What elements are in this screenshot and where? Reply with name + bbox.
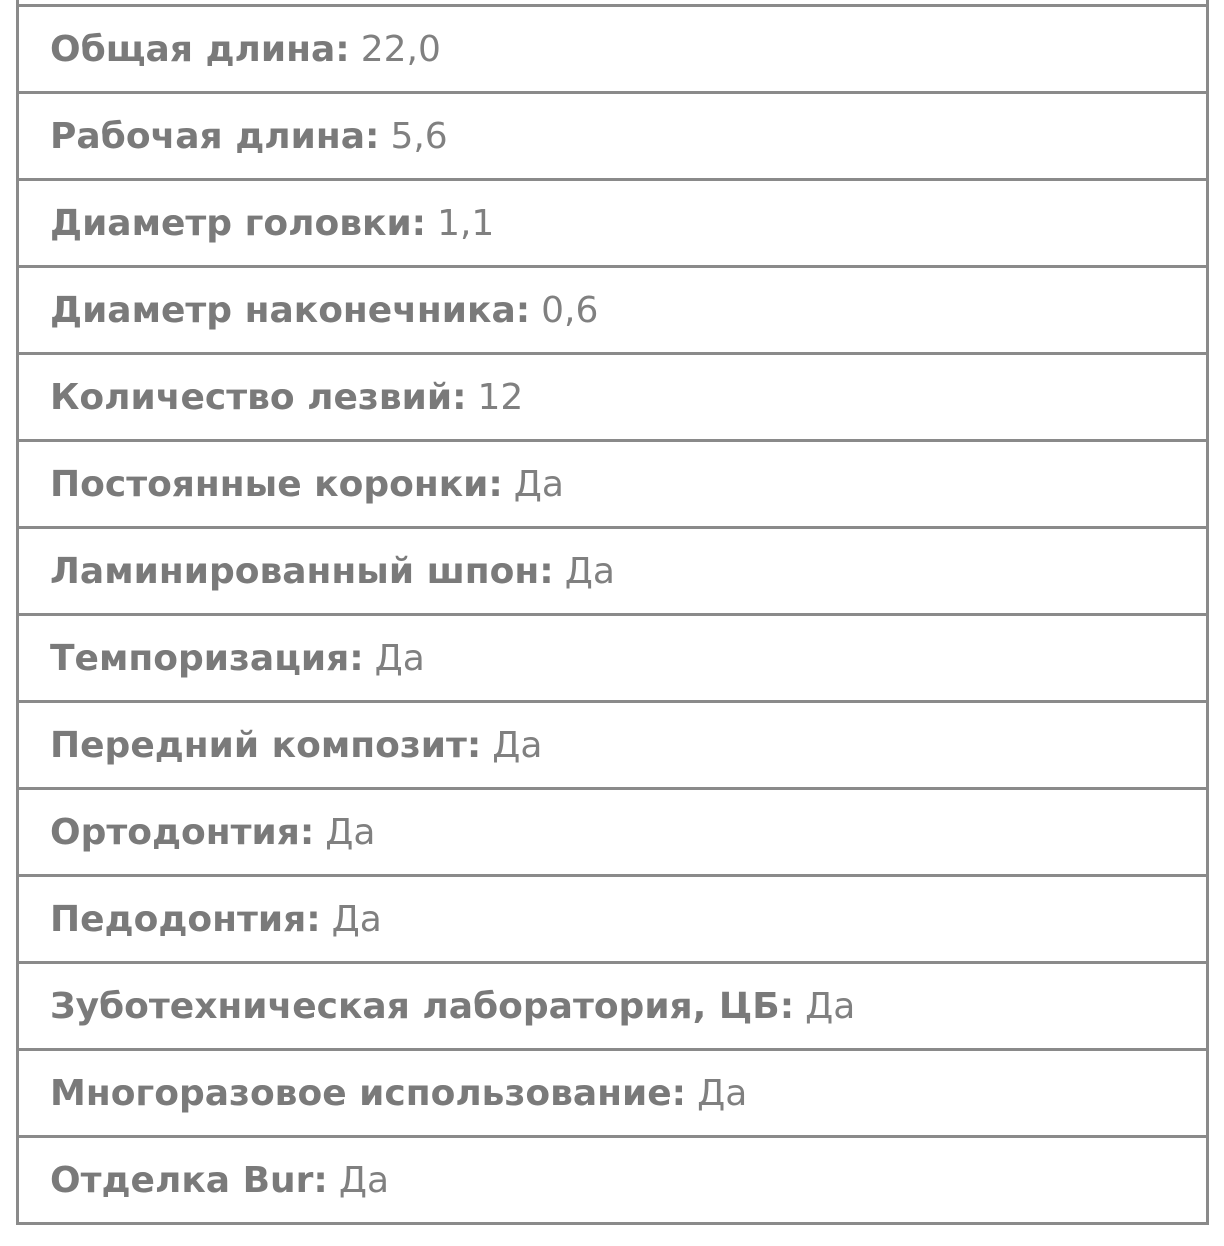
- spec-row-temporization: [19, 616, 1206, 703]
- spec-value: 22,0: [360, 28, 441, 70]
- spec-value: Да: [564, 550, 615, 592]
- spec-row-head-diameter: [19, 181, 1206, 268]
- spec-row-dental-lab: [19, 964, 1206, 1051]
- spec-row-permanent-crowns: [19, 442, 1206, 529]
- spec-value: 5,6: [390, 115, 448, 157]
- spec-value: Да: [338, 1159, 389, 1201]
- spec-value: Да: [513, 463, 564, 505]
- spec-row-bur-finish: [19, 1138, 1206, 1225]
- spec-label: Темпоризация:: [50, 637, 364, 679]
- spec-row-laminated-veneer: [19, 529, 1206, 616]
- spec-label: Педодонтия:: [50, 898, 321, 940]
- spec-value: Да: [325, 811, 376, 853]
- spec-label: Ламинированный шпон:: [50, 550, 554, 592]
- spec-value: 1,1: [437, 202, 495, 244]
- spec-row-reusable: [19, 1051, 1206, 1138]
- spec-label: Диаметр головки:: [50, 202, 427, 244]
- spec-row-partial: [19, 0, 1206, 7]
- spec-label: Постоянные коронки:: [50, 463, 503, 505]
- spec-row-orthodontics: [19, 790, 1206, 877]
- spec-value: Да: [492, 724, 543, 766]
- spec-row-total-length: [19, 7, 1206, 94]
- spec-label: Зуботехническая лаборатория, ЦБ:: [50, 985, 795, 1027]
- spec-value: 12: [477, 376, 524, 418]
- spec-label: Передний композит:: [50, 724, 482, 766]
- spec-row-tip-diameter: [19, 268, 1206, 355]
- spec-value: Да: [331, 898, 382, 940]
- spec-value: Да: [805, 985, 856, 1027]
- spec-table: [16, 0, 1209, 1225]
- spec-label: Отделка Bur:: [50, 1159, 328, 1201]
- spec-label: Общая длина:: [50, 28, 350, 70]
- spec-value: 0,6: [541, 289, 599, 331]
- spec-label: Рабочая длина:: [50, 115, 380, 157]
- spec-value: Да: [697, 1072, 748, 1114]
- spec-row-anterior-composite: [19, 703, 1206, 790]
- spec-label: Многоразовое использование:: [50, 1072, 687, 1114]
- spec-label: Ортодонтия:: [50, 811, 315, 853]
- spec-value: Да: [374, 637, 425, 679]
- spec-row-pedodontics: [19, 877, 1206, 964]
- spec-row-working-length: [19, 94, 1206, 181]
- spec-row-blade-count: [19, 355, 1206, 442]
- spec-label: Диаметр наконечника:: [50, 289, 531, 331]
- spec-label: Количество лезвий:: [50, 376, 467, 418]
